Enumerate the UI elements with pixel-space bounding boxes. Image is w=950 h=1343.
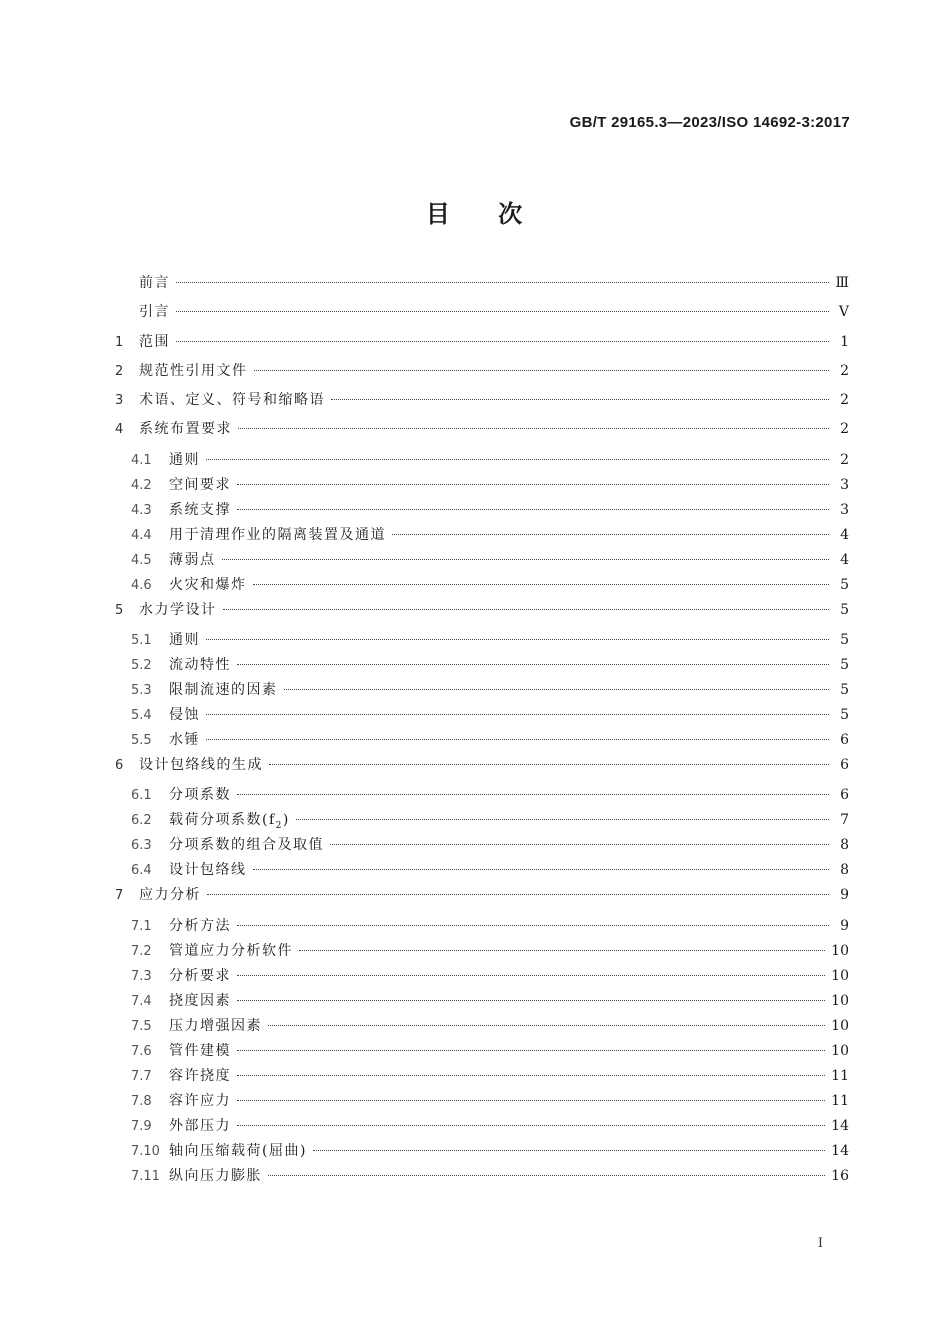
toc-entry-page: 2 xyxy=(840,392,849,409)
toc-entry-page: 10 xyxy=(831,942,849,959)
toc-entry[interactable] xyxy=(115,301,849,330)
toc-entry-label-text: 薄弱点 xyxy=(169,551,216,568)
toc-entry-number: 7.8 xyxy=(131,1093,152,1109)
toc-entry-label xyxy=(169,834,324,854)
toc-entry[interactable] xyxy=(115,524,849,549)
toc-entry[interactable] xyxy=(115,940,849,965)
toc-entry-number: 7.4 xyxy=(131,993,152,1009)
toc-dot-leader xyxy=(284,689,830,690)
toc-entry-number: 7.5 xyxy=(131,1018,152,1034)
toc-entry-label xyxy=(139,599,217,619)
toc-dot-leader xyxy=(176,311,829,312)
toc-entry-page: 1 xyxy=(840,333,849,350)
toc-entry-label-text: 设计包络线的生成 xyxy=(139,757,263,774)
toc-entry-page: 7 xyxy=(840,812,849,829)
toc-entry-page: 9 xyxy=(840,887,849,904)
toc-entry-number: 6.2 xyxy=(131,813,152,829)
table-of-contents xyxy=(115,272,849,1190)
toc-entry-page: 2 xyxy=(840,421,849,438)
toc-dot-leader xyxy=(237,1125,825,1126)
toc-entry-label xyxy=(169,549,216,569)
toc-entry-label-text: 空间要求 xyxy=(169,476,231,493)
toc-entry-number: 4.3 xyxy=(131,502,152,518)
toc-dot-leader xyxy=(223,609,830,610)
toc-entry[interactable] xyxy=(115,549,849,574)
toc-entry-label-text: 水力学设计 xyxy=(139,601,217,618)
toc-entry-number: 5 xyxy=(115,602,124,618)
toc-entry-label xyxy=(169,915,231,935)
toc-entry[interactable] xyxy=(115,1090,849,1115)
toc-entry-page: 6 xyxy=(840,787,849,804)
toc-entry[interactable] xyxy=(115,784,849,809)
toc-entry-number: 4 xyxy=(115,422,124,438)
toc-entry[interactable] xyxy=(115,1115,849,1140)
toc-dot-leader xyxy=(268,1025,825,1026)
toc-entry-label-text: 系统支撑 xyxy=(169,501,231,518)
toc-dot-leader xyxy=(269,764,829,765)
toc-entry[interactable] xyxy=(115,449,849,474)
toc-entry-page: Ⅴ xyxy=(838,304,849,321)
toc-entry-label-text: 设计包络线 xyxy=(169,862,247,879)
toc-entry-label-text: 火灾和爆炸 xyxy=(169,576,247,593)
toc-entry-label xyxy=(169,574,247,594)
toc-dot-leader xyxy=(299,950,825,951)
toc-entry[interactable] xyxy=(115,474,849,499)
toc-entry-number: 7.9 xyxy=(131,1118,152,1134)
toc-entry-label xyxy=(169,990,231,1010)
toc-entry-number: 7.7 xyxy=(131,1068,152,1084)
toc-dot-leader xyxy=(237,794,829,795)
toc-entry-label-text: 纵向压力膨胀 xyxy=(169,1167,262,1184)
toc-entry-label xyxy=(169,940,293,960)
toc-dot-leader xyxy=(176,341,829,342)
toc-entry-page: 6 xyxy=(840,757,849,774)
toc-dot-leader xyxy=(206,459,829,460)
toc-entry[interactable] xyxy=(115,915,849,940)
toc-entry-page: 14 xyxy=(831,1117,849,1134)
toc-entry-page: 10 xyxy=(831,1042,849,1059)
toc-entry-number: 7.10 xyxy=(131,1143,160,1159)
toc-entry-label xyxy=(169,1165,262,1185)
toc-entry-page: 8 xyxy=(840,862,849,879)
footer-page-number: Ⅰ xyxy=(817,1236,823,1251)
toc-entry-label xyxy=(169,499,231,519)
toc-dot-leader xyxy=(253,869,830,870)
toc-entry[interactable] xyxy=(115,654,849,679)
toc-entry-label-text: 分项系数 xyxy=(169,787,231,804)
toc-entry-label xyxy=(169,1040,231,1060)
toc-entry[interactable] xyxy=(115,834,849,859)
toc-entry-label-text: 前言 xyxy=(139,275,170,291)
toc-dot-leader xyxy=(330,844,829,845)
toc-entry[interactable] xyxy=(115,884,849,913)
toc-entry-label-text: 引言 xyxy=(139,304,170,321)
toc-entry-label xyxy=(169,784,231,804)
toc-entry-label-text: 管件建模 xyxy=(169,1042,231,1059)
toc-dot-leader xyxy=(331,399,829,400)
toc-dot-leader xyxy=(254,370,830,371)
toc-entry-label-text: 通则 xyxy=(169,632,200,649)
toc-entry[interactable] xyxy=(115,1015,849,1040)
toc-entry-label-tail: ) xyxy=(282,812,290,829)
toc-entry[interactable] xyxy=(115,729,849,754)
toc-entry-number: 5.4 xyxy=(131,708,152,724)
toc-entry-label xyxy=(139,884,201,904)
toc-dot-leader xyxy=(237,975,825,976)
toc-entry[interactable] xyxy=(115,965,849,990)
toc-entry-label-text: 轴向压缩载荷(屈曲) xyxy=(169,1142,307,1159)
toc-entry-label-text: 术语、定义、符号和缩略语 xyxy=(139,392,325,409)
toc-entry-number: 6.3 xyxy=(131,838,152,854)
toc-entry-page: 3 xyxy=(840,501,849,518)
toc-entry-label-text: 通则 xyxy=(169,451,200,468)
toc-dot-leader xyxy=(237,509,829,510)
toc-entry[interactable] xyxy=(115,331,849,360)
toc-dot-leader xyxy=(237,1075,825,1076)
toc-entry-label-text: 挠度因素 xyxy=(169,992,231,1009)
toc-entry[interactable] xyxy=(115,629,849,654)
toc-entry-number: 3 xyxy=(115,393,124,409)
toc-entry-page: 5 xyxy=(840,632,849,649)
toc-entry[interactable] xyxy=(115,704,849,729)
toc-entry-label-text: 规范性引用文件 xyxy=(139,362,248,379)
toc-entry-number: 5.2 xyxy=(131,658,152,674)
standard-code: GB/T 29165.3—2023/ISO 14692-3:2017 xyxy=(569,114,850,131)
toc-entry-page: 10 xyxy=(831,967,849,984)
toc-entry-number: 2 xyxy=(115,363,124,379)
toc-entry-number: 6.4 xyxy=(131,863,152,879)
toc-entry-label xyxy=(169,654,231,674)
toc-entry-number: 5.1 xyxy=(131,633,152,649)
toc-dot-leader xyxy=(206,639,829,640)
toc-entry-label-text: 管道应力分析软件 xyxy=(169,942,293,959)
toc-dot-leader xyxy=(207,894,829,895)
toc-entry-page: 8 xyxy=(840,837,849,854)
toc-entry-page: 6 xyxy=(840,732,849,749)
toc-entry-label xyxy=(169,474,231,494)
toc-entry-label xyxy=(139,272,170,292)
toc-entry-label xyxy=(169,704,200,724)
toc-entry-page: 5 xyxy=(840,682,849,699)
toc-entry-label xyxy=(169,1015,262,1035)
toc-entry-label-text: 压力增强因素 xyxy=(169,1017,262,1034)
toc-entry-label-text: 外部压力 xyxy=(169,1117,231,1134)
toc-dot-leader xyxy=(237,1100,825,1101)
toc-entry-page: 11 xyxy=(831,1092,849,1109)
toc-entry-label-subscript: 2 xyxy=(275,821,283,832)
toc-entry-label-text: 限制流速的因素 xyxy=(169,682,278,699)
toc-entry-label-text: 分析要求 xyxy=(169,967,231,984)
toc-entry-page: 2 xyxy=(840,362,849,379)
toc-entry[interactable] xyxy=(115,1140,849,1165)
toc-dot-leader xyxy=(222,559,830,560)
toc-entry-number: 7.2 xyxy=(131,943,152,959)
toc-entry-page: 16 xyxy=(831,1167,849,1184)
toc-entry[interactable] xyxy=(115,679,849,704)
toc-entry-number: 7.1 xyxy=(131,918,152,934)
toc-entry-page: 5 xyxy=(840,576,849,593)
toc-entry[interactable] xyxy=(115,1065,849,1090)
toc-dot-leader xyxy=(237,1000,825,1001)
toc-entry-label xyxy=(139,360,248,380)
toc-entry-label xyxy=(139,418,232,438)
toc-entry-page: 9 xyxy=(840,917,849,934)
toc-entry-page: 5 xyxy=(840,707,849,724)
toc-entry[interactable] xyxy=(115,1040,849,1065)
toc-entry-number: 7.11 xyxy=(131,1168,160,1184)
toc-entry-page: 5 xyxy=(840,601,849,618)
toc-entry-number: 7.6 xyxy=(131,1043,152,1059)
toc-dot-leader xyxy=(237,484,829,485)
toc-entry-page: 4 xyxy=(840,551,849,568)
toc-entry-page: 11 xyxy=(831,1067,849,1084)
toc-entry-label xyxy=(169,859,247,879)
toc-entry-page: 3 xyxy=(840,476,849,493)
toc-entry-number: 4.2 xyxy=(131,477,152,493)
toc-entry-number: 6 xyxy=(115,758,124,774)
toc-dot-leader xyxy=(238,428,829,429)
toc-entry-page: 5 xyxy=(840,657,849,674)
toc-entry-label xyxy=(169,629,200,649)
toc-entry-number: 4.4 xyxy=(131,527,152,543)
toc-entry-number: 7 xyxy=(115,888,124,904)
toc-entry[interactable] xyxy=(115,1165,849,1190)
toc-entry[interactable] xyxy=(115,754,849,783)
toc-entry-label xyxy=(139,301,170,321)
toc-entry-number: 5.5 xyxy=(131,733,152,749)
toc-entry[interactable] xyxy=(115,389,849,418)
toc-entry-label xyxy=(169,1090,231,1110)
toc-entry-label-text: 用于清理作业的隔离装置及通道 xyxy=(169,526,386,543)
toc-entry-label xyxy=(169,729,200,749)
toc-entry-number: 1 xyxy=(115,334,124,350)
toc-entry-label-text: 分析方法 xyxy=(169,917,231,934)
toc-entry[interactable] xyxy=(115,418,849,447)
toc-entry-label xyxy=(169,965,231,985)
toc-entry-page: Ⅲ xyxy=(835,275,849,291)
toc-entry-label xyxy=(139,754,263,774)
toc-dot-leader xyxy=(206,714,829,715)
toc-dot-leader xyxy=(237,1050,825,1051)
toc-dot-leader xyxy=(176,282,829,283)
toc-entry-label xyxy=(169,1115,231,1135)
toc-entry[interactable] xyxy=(115,272,849,301)
toc-entry-label xyxy=(169,679,278,699)
toc-entry-page: 4 xyxy=(840,526,849,543)
toc-entry-label-text: 容许挠度 xyxy=(169,1067,231,1084)
toc-entry-label-text: 侵蚀 xyxy=(169,707,200,724)
toc-entry-label xyxy=(169,449,200,469)
toc-entry[interactable] xyxy=(115,599,849,628)
toc-dot-leader xyxy=(296,819,829,820)
toc-entry-number: 4.1 xyxy=(131,452,152,468)
toc-entry-label xyxy=(139,331,170,351)
toc-dot-leader xyxy=(206,739,829,740)
toc-dot-leader xyxy=(313,1150,825,1151)
toc-entry-number: 7.3 xyxy=(131,968,152,984)
toc-entry-page: 10 xyxy=(831,992,849,1009)
toc-entry-label xyxy=(169,809,290,831)
toc-entry-label-text: 水锤 xyxy=(169,732,200,749)
toc-dot-leader xyxy=(237,925,829,926)
toc-entry-label xyxy=(169,1065,231,1085)
toc-entry-number: 4.6 xyxy=(131,577,152,593)
toc-entry-label xyxy=(169,524,386,544)
toc-dot-leader xyxy=(253,584,830,585)
toc-entry-label-text: 载荷分项系数(f xyxy=(169,812,276,829)
toc-entry-page: 2 xyxy=(840,451,849,468)
toc-entry-label-text: 容许应力 xyxy=(169,1092,231,1109)
page-title: 目 次 xyxy=(425,200,525,228)
toc-entry[interactable] xyxy=(115,990,849,1015)
toc-entry[interactable] xyxy=(115,360,849,389)
toc-entry-label xyxy=(169,1140,307,1160)
toc-entry[interactable] xyxy=(115,809,849,834)
toc-entry[interactable] xyxy=(115,859,849,884)
toc-entry-page: 14 xyxy=(831,1142,849,1159)
toc-entry-number: 4.5 xyxy=(131,552,152,568)
toc-entry-page: 10 xyxy=(831,1017,849,1034)
toc-entry-label-text: 流动特性 xyxy=(169,657,231,674)
toc-entry-number: 6.1 xyxy=(131,788,152,804)
toc-entry-label xyxy=(139,389,325,409)
toc-dot-leader xyxy=(268,1175,825,1176)
toc-entry[interactable] xyxy=(115,499,849,524)
toc-dot-leader xyxy=(237,664,829,665)
toc-entry-label-text: 分项系数的组合及取值 xyxy=(169,837,324,854)
toc-entry-label-text: 应力分析 xyxy=(139,887,201,904)
toc-entry-label-text: 系统布置要求 xyxy=(139,421,232,438)
toc-entry[interactable] xyxy=(115,574,849,599)
toc-dot-leader xyxy=(392,534,829,535)
toc-entry-label-text: 范围 xyxy=(139,333,170,350)
toc-entry-number: 5.3 xyxy=(131,683,152,699)
